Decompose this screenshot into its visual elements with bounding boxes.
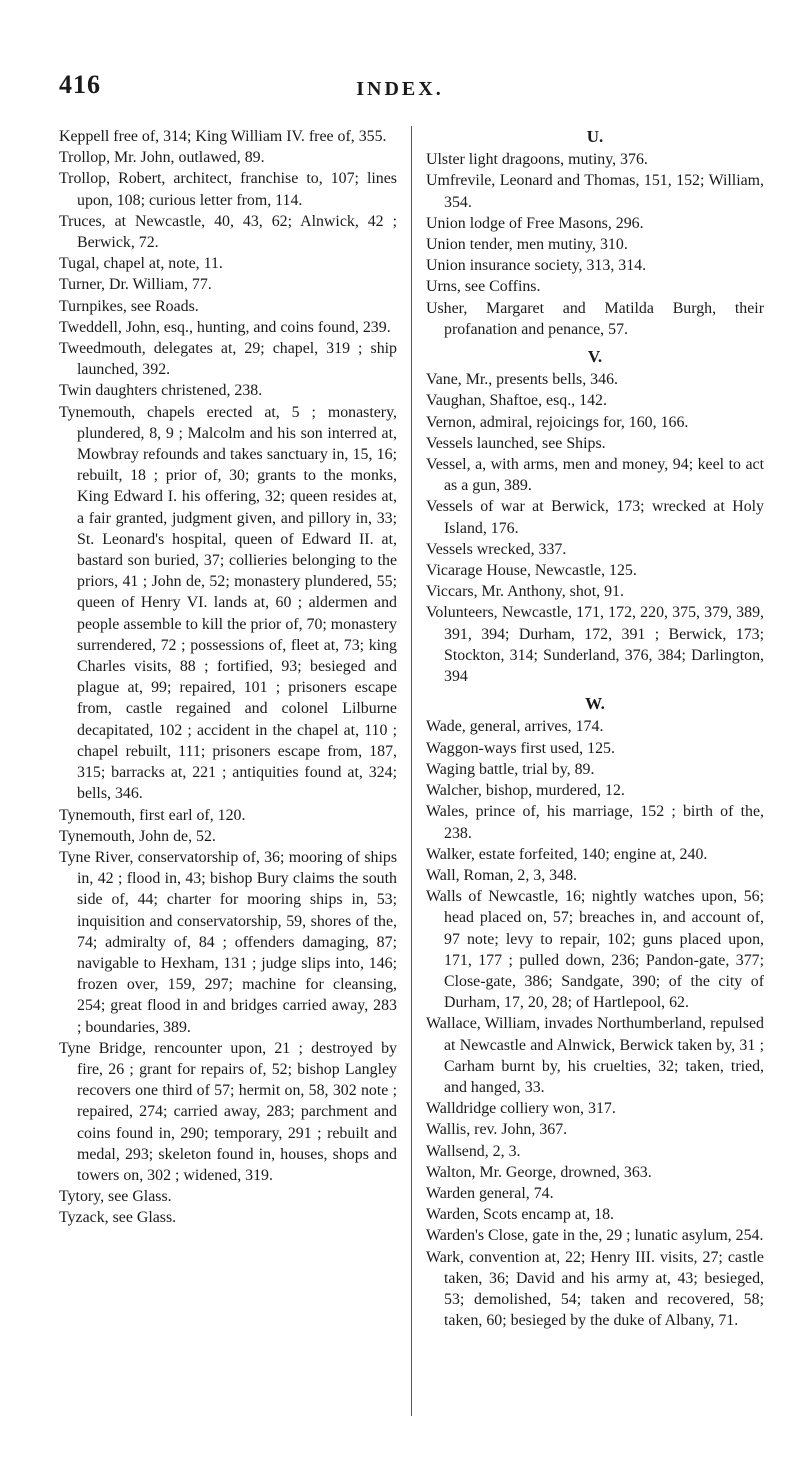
index-entry: Walls of Newcastle, 16; nightly watches upon, 56; head placed on, 57; breaches in, and account of, 97 note; levy to repair, 102; guns placed upon, 171, 177 ; pulled down, 236; Pandon-gate, 377; Close-gate, 386; Sandgate, 390; of the city of Durham, 17, 20, 28; of Hartlepool, 62. (426, 888, 764, 1012)
index-entry: Vessels wrecked, 337. (426, 540, 567, 558)
index-entry: Vernon, admiral, rejoicings for, 160, 166. (426, 413, 689, 431)
index-entry: Warden general, 74. (426, 1184, 554, 1202)
index-entry: Turnpikes, see Roads. (59, 297, 199, 315)
index-entry: Wark, convention at, 22; Henry III. visits, 27; castle taken, 36; David and his army at, 43; besieged, 53; demolished, 54; taken and recovered, 58; taken, 60; besieged by the duke of Albany, 71. (426, 1248, 764, 1330)
index-entry: Union tender, men mutiny, 310. (426, 236, 628, 254)
index-entry: Waging battle, trial by, 89. (426, 760, 595, 778)
index-entry: Turner, Dr. William, 77. (59, 276, 212, 294)
index-entry: Vicarage House, Newcastle, 125. (426, 562, 637, 580)
index-entry: Walker, estate forfeited, 140; engine at, 240. (426, 845, 708, 863)
index-entry: Wales, prince of, his marriage, 152 ; birth of the, 238. (426, 803, 764, 842)
index-column-left (59, 126, 397, 1229)
index-entry: Ulster light dragoons, mutiny, 376. (426, 151, 648, 169)
page-number: 416 (59, 70, 101, 99)
section-letter-u: U. (586, 127, 604, 146)
index-entry: Tweedmouth, delegates at, 29; chapel, 319 ; ship launched, 392. (59, 340, 397, 379)
index-entry: Keppell free of, 314; King William IV. free of, 355. (59, 128, 387, 145)
index-entry: Walcher, bishop, murdered, 12. (426, 782, 625, 800)
index-entry: Tyzack, see Glass. (59, 1209, 177, 1227)
index-entry: Trollop, Robert, architect, franchise to, 107; lines upon, 108; curious letter from, 114. (59, 170, 397, 209)
index-entry: Tugal, chapel at, note, 11. (59, 255, 223, 273)
index-entry: Wallace, William, invades Northumberland, repulsed at Newcastle and Alnwick, Berwick taken by, 31 ; Carham burnt by, his cruelties, 32; taken, tried, and hanged, 33. (426, 1015, 764, 1096)
index-entry: Vessels of war at Berwick, 173; wrecked at Holy Island, 176. (426, 498, 764, 537)
index-entry: Tweddell, John, esq., hunting, and coins found, 239. (59, 318, 391, 336)
index-entry: Viccars, Mr. Anthony, shot, 91. (426, 583, 624, 601)
index-entry: Truces, at Newcastle, 40, 43, 62; Alnwick, 42 ; Berwick, 72. (59, 212, 397, 252)
column-divider (411, 126, 412, 1416)
index-entry: Tyne Bridge, rencounter upon, 21 ; destroyed by fire, 26 ; grant for repairs of, 52; bishop Langley recovers one third of 57; hermit on, 58, 302 note ; repaired, 274; carried away, 283; parchment and coins found in, 290; temporary, 291 ; rebuilt and medal, 293; skeleton found in, houses, shops and towers on, 302 ; widened, 319. (59, 1039, 397, 1184)
index-column-right (426, 126, 764, 1331)
index-entry: Tyne River, conservatorship of, 36; mooring of ships in, 42 ; flood in, 43; bishop Bury claims the south side of, 44; charter for mooring ships in, 53; inquisition and conservatorship, 59, shores of the, 74; admiralty of, 84 ; offenders damaging, 87; navigable to Hexham, 131 ; judge slips into, 146; frozen over, 159, 297; machine for cleansing, 254; great flood in and bridges carried away, 283 ; boundaries, 389. (59, 848, 397, 1036)
index-entry: Vessels launched, see Ships. (426, 434, 606, 452)
index-entry: Volunteers, Newcastle, 171, 172, 220, 375, 379, 389, 391, 394; Durham, 172, 391 ; Berwick, 173; Stockton, 314; Sunderland, 376, 384; Darlington, 394 (426, 604, 764, 686)
index-entry: Wade, general, arrives, 174. (426, 718, 604, 736)
index-entry: Twin daughters christened, 238. (59, 382, 263, 400)
index-entry: Warden, Scots encamp at, 18. (426, 1206, 615, 1224)
index-entry: Umfrevile, Leonard and Thomas, 151, 152; William, 354. (426, 172, 764, 211)
index-entry: Trollop, Mr. John, outlawed, 89. (59, 149, 265, 167)
index-entry: Wall, Roman, 2, 3, 348. (426, 866, 577, 884)
index-entry: Warden's Close, gate in the, 29 ; lunatic asylum, 254. (426, 1227, 764, 1245)
index-entry: Union insurance society, 313, 314. (426, 257, 647, 275)
index-entry: Tynemouth, chapels erected at, 5 ; monastery, plundered, 8, 9 ; Malcolm and his son interred at, Mowbray refounds and takes sanctuary in, 15, 16; rebuilt, 18 ; prior of, 30; grants to the monks, King Edward I. his offering, 32; queen resides at, a fair granted, judgment given, and pillory in, 33; St. Leonard's hospital, queen of Edward II. at, bastard son buried, 37; collieries belonging to the priors, 41 ; John de, 52; monastery plundered, 55; queen of Henry VI. lands at, 60 ; aldermen and people assemble to kill the prior of, 70; monastery surrendered, 72 ; possessions of, fleet at, 73; king Charles visits, 88 ; fortified, 93; besieged and plague at, 99; repaired, 101 ; prisoners escape from, castle regained and colonel Lilburne decapitated, 102 ; accident in the chapel at, 110 ; chapel rebuilt, 111; prisoners escape from, 187, 315; barracks at, 221 ; antiquities found at, 324; bells, 346. (59, 403, 397, 803)
index-entry: Vaughan, Shaftoe, esq., 142. (426, 392, 607, 410)
index-entry: Vane, Mr., presents bells, 346. (426, 371, 618, 389)
section-letter-v: V. (587, 347, 603, 367)
index-entry: Waggon-ways first used, 125. (426, 739, 615, 757)
index-entry: Tynemouth, John de, 52. (59, 827, 216, 845)
index-entry: Walton, Mr. George, drowned, 363. (426, 1163, 652, 1181)
index-entry: Urns, see Coffins. (426, 278, 541, 296)
index-entry: Walldridge colliery won, 317. (426, 1100, 616, 1118)
index-entry: Wallsend, 2, 3. (426, 1142, 521, 1160)
section-letter-w: W. (585, 694, 605, 714)
index-entry: Union lodge of Free Masons, 296. (426, 214, 644, 232)
index-entry: Tynemouth, first earl of, 120. (59, 806, 246, 824)
running-head: INDEX. (356, 78, 444, 100)
index-entry: Wallis, rev. John, 367. (426, 1121, 568, 1139)
index-entry: Usher, Margaret and Matilda Burgh, their profanation and penance, 57. (426, 299, 764, 338)
index-entry: Vessel, a, with arms, men and money, 94; keel to act as a gun, 389. (426, 456, 764, 495)
index-entry: Tytory, see Glass. (59, 1188, 172, 1206)
page-header (0, 70, 800, 110)
